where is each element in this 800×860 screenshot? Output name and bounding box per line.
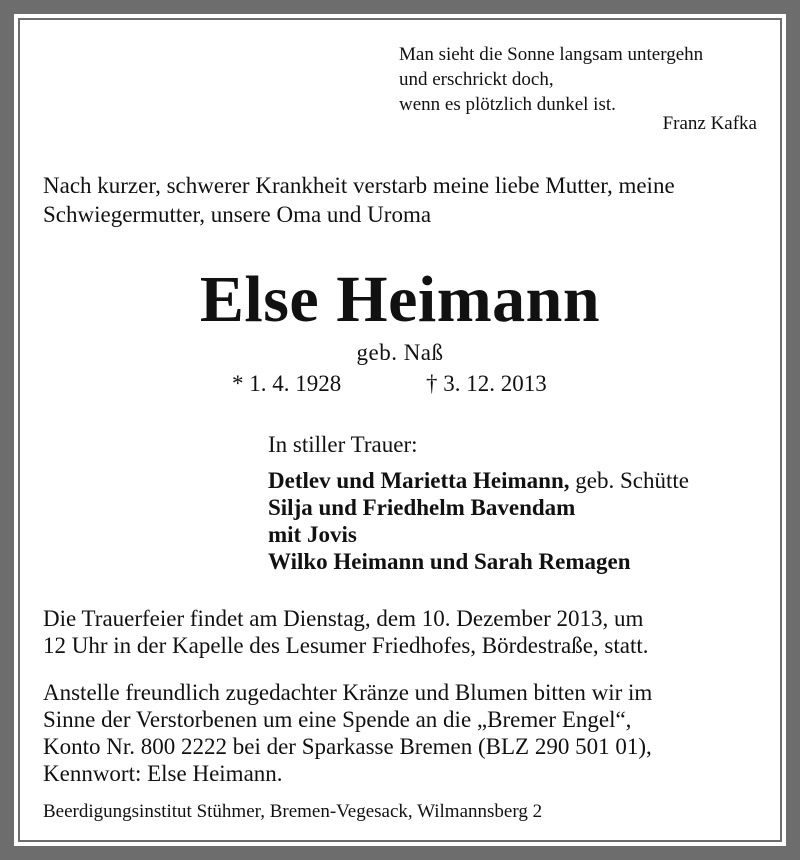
mourner-name: mit Jovis bbox=[268, 522, 357, 547]
mourner-name: Wilko Heimann und Sarah Remagen bbox=[268, 549, 631, 574]
mourner-row bbox=[268, 521, 689, 548]
mourner-name: Detlev und Marietta Heimann, bbox=[268, 468, 570, 493]
mourning-title: In stiller Trauer: bbox=[268, 432, 418, 457]
intro-line: Schwiegermutter, unsere Oma und Uroma bbox=[43, 202, 432, 227]
mourner-row bbox=[268, 548, 689, 575]
mourner-row bbox=[268, 494, 689, 521]
donation-line: Anstelle freundlich zugedachter Kränze und Blumen bitten wir im bbox=[43, 680, 653, 705]
intro-text bbox=[43, 171, 675, 229]
mourner-row bbox=[268, 467, 689, 494]
quote-line: und erschrickt doch, bbox=[399, 69, 554, 90]
kafka-quote bbox=[399, 42, 703, 117]
maiden-name: geb. Naß bbox=[356, 340, 444, 365]
undertaker-info: Beerdigungsinstitut Stühmer, Bremen-Vegesack, Wilmannsberg 2 bbox=[43, 801, 543, 822]
death-date: † 3. 12. 2013 bbox=[426, 371, 547, 396]
funeral-line: Die Trauerfeier findet am Dienstag, dem 10. Dezember 2013, um bbox=[43, 606, 644, 631]
deceased-name: Else Heimann bbox=[199, 263, 601, 336]
funeral-info bbox=[43, 605, 649, 659]
birth-date: * 1. 4. 1928 bbox=[232, 371, 342, 396]
mourner-name: Silja und Friedhelm Bavendam bbox=[268, 495, 576, 520]
donation-line: Sinne der Verstorbenen um eine Spende an die „Bremer Engel“, bbox=[43, 707, 632, 732]
donation-info bbox=[43, 679, 652, 787]
mourners-list bbox=[268, 467, 689, 575]
intro-line: Nach kurzer, schwerer Krankheit verstarb meine liebe Mutter, meine bbox=[43, 173, 675, 198]
quote-author: Franz Kafka bbox=[662, 113, 757, 134]
funeral-line: 12 Uhr in der Kapelle des Lesumer Friedhofes, Bördestraße, statt. bbox=[43, 633, 649, 658]
quote-line: Man sieht die Sonne langsam untergehn bbox=[399, 44, 704, 65]
quote-line: wenn es plötzlich dunkel ist. bbox=[399, 94, 616, 115]
donation-line: Kennwort: Else Heimann. bbox=[43, 761, 283, 786]
donation-line: Konto Nr. 800 2222 bei der Sparkasse Bremen (BLZ 290 501 01), bbox=[43, 734, 652, 759]
mourner-maiden: geb. Schütte bbox=[569, 468, 689, 493]
